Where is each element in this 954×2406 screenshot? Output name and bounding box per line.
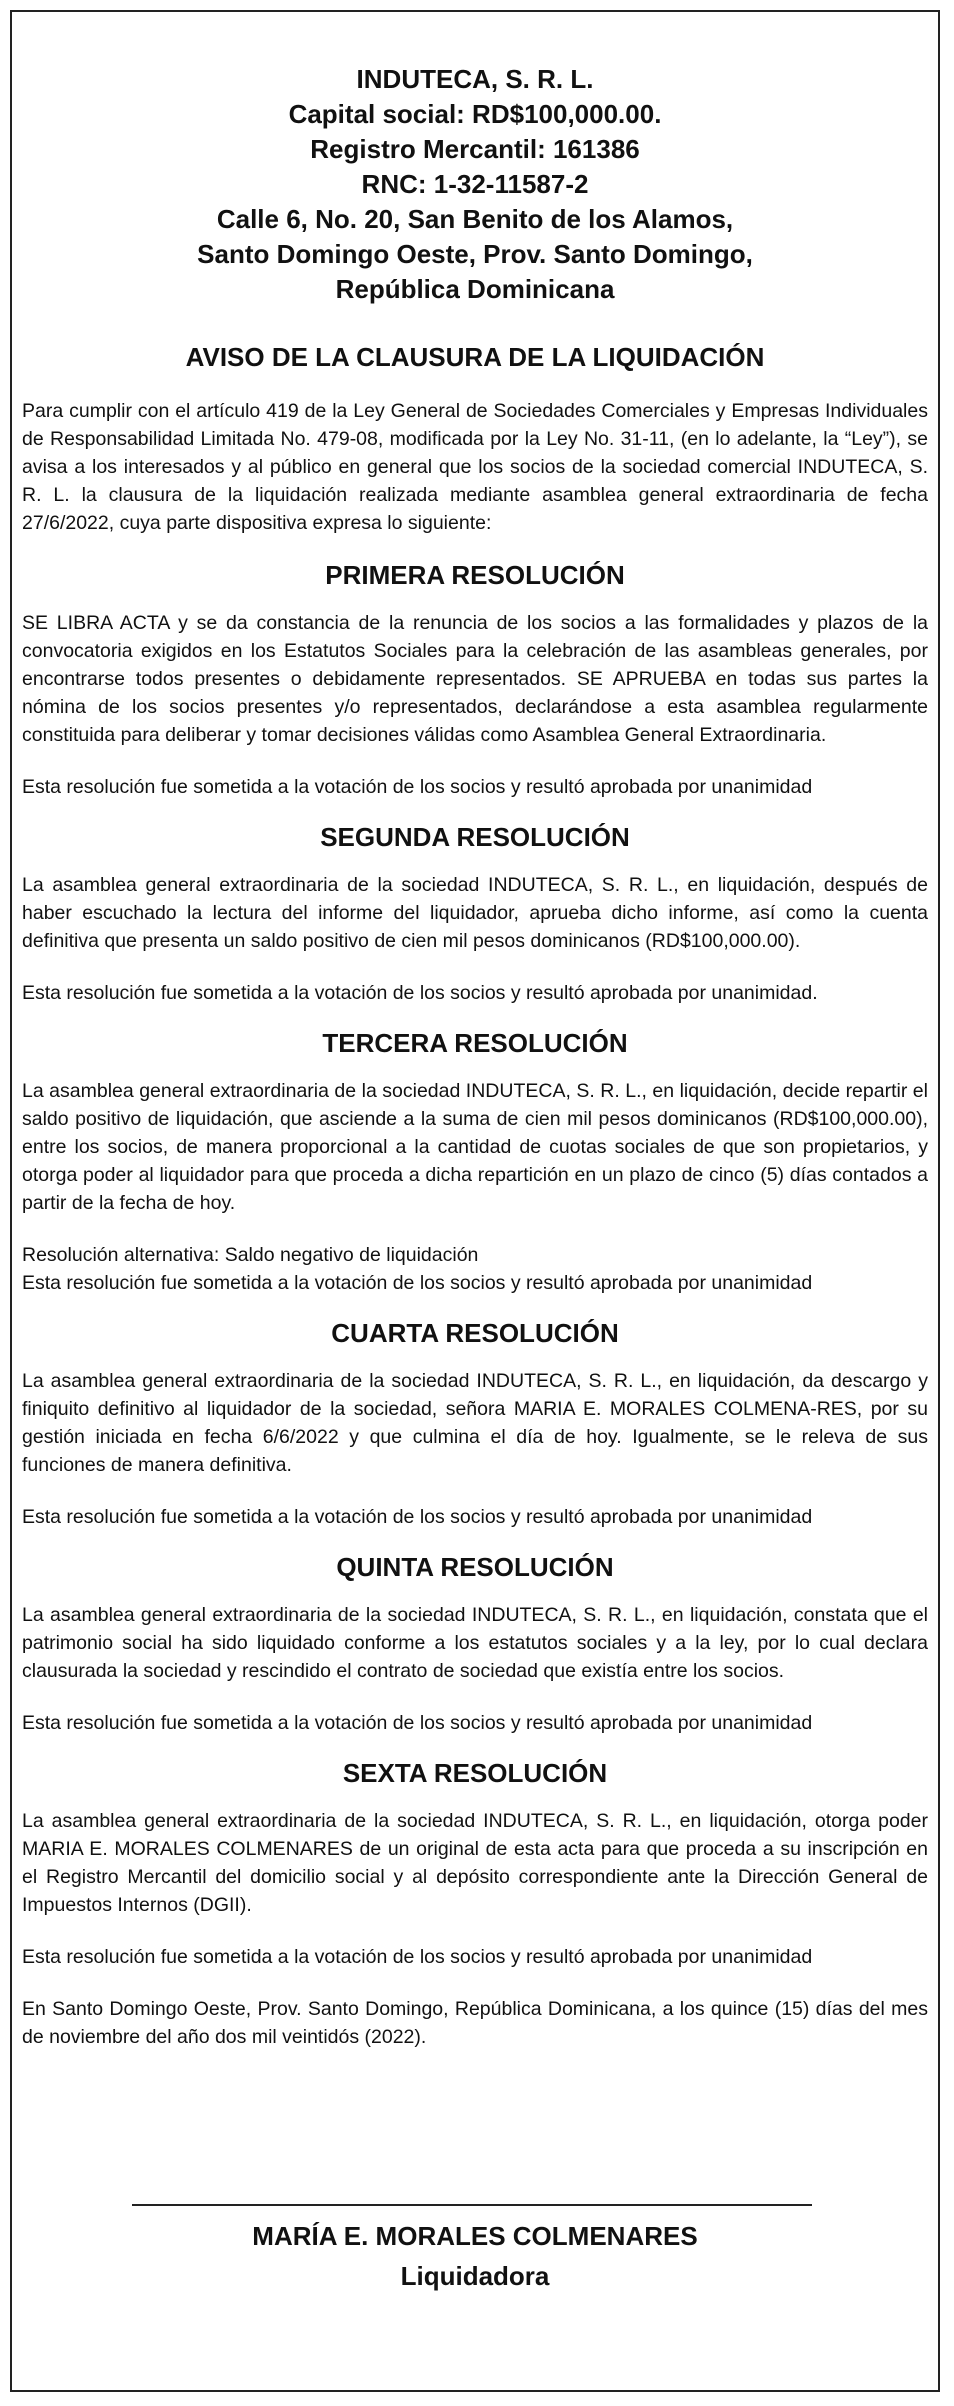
resolution-title: SEGUNDA RESOLUCIÓN	[320, 822, 630, 852]
signatory-name: MARÍA E. MORALES COLMENARES	[252, 2221, 698, 2251]
resolution-title: TERCERA RESOLUCIÓN	[322, 1028, 628, 1058]
resolution-body: SE LIBRA ACTA y se da constancia de la renuncia de los socios a las formalidades y plazos de la convocatoria exigidos en los Estatutos Sociales para la celebración de las asambleas generales, por encontrarse todos presentes o debidamente representados. SE APRUEBA en todas sus partes la nómina de los socios presentes y/o representados, declarándose a esta asamblea regularmente constituida para deliberar y tomar decisiones válidas como Asamblea General Extraordinaria.	[22, 612, 928, 746]
company-address-line-2: Santo Domingo Oeste, Prov. Santo Domingo,	[197, 239, 753, 269]
signature-line	[132, 2204, 812, 2206]
resolution-vote: Esta resolución fue sometida a la votación de los socios y resultó aprobada por unanimidad	[22, 1712, 813, 1734]
resolution-title: CUARTA RESOLUCIÓN	[331, 1318, 619, 1348]
resolution-body: La asamblea general extraordinaria de la sociedad INDUTECA, S. R. L., en liquidación, da descargo y finiquito definitivo al liquidador de la sociedad, señora MARIA E. MORALES COLMENA-RES, por su gestión iniciada en fecha 6/6/2022 y que culmina el día de hoy. Igualmente, se le releva de sus funciones de manera definitiva.	[22, 1370, 928, 1476]
resolution-vote: Esta resolución fue sometida a la votación de los socios y resultó aprobada por unanimidad	[22, 1272, 813, 1294]
intro-paragraph: Para cumplir con el artículo 419 de la Ley General de Sociedades Comerciales y Empresas Individuales de Responsabilidad Limitada No. 479-08, modificada por la Ley No. 31-11, (en lo adelante, la “Ley”), se avisa a los interesados y al público en general que los socios de la sociedad comercial INDUTECA, S. R. L. la clausura de la liquidación realizada mediante asamblea general extraordinaria de fecha 27/6/2022, cuya parte dispositiva expresa lo siguiente:	[22, 400, 928, 534]
resolution-vote: Esta resolución fue sometida a la votación de los socios y resultó aprobada por unanimidad.	[22, 982, 818, 1004]
company-header	[22, 62, 928, 307]
company-capital: Capital social: RD$100,000.00.	[288, 99, 662, 129]
company-name: INDUTECA, S. R. L.	[356, 64, 594, 94]
resolution-body: La asamblea general extraordinaria de la sociedad INDUTECA, S. R. L., en liquidación, decide repartir el saldo positivo de liquidación, que asciende a la suma de cien mil pesos dominicanos (RD$100,000.00), entre los socios, de manera proporcional a la cantidad de cuotas sociales de que son propietarios, y otorga poder al liquidador para que proceda a dicha repartición en un plazo de cinco (5) días contados a partir de la fecha de hoy.	[22, 1080, 928, 1214]
resolution-vote: Esta resolución fue sometida a la votación de los socios y resultó aprobada por unanimidad	[22, 1946, 813, 1968]
resolution-vote: Esta resolución fue sometida a la votación de los socios y resultó aprobada por unanimidad	[22, 776, 813, 798]
signature-block	[12, 2217, 938, 2295]
company-address-line-3: República Dominicana	[335, 274, 615, 304]
resolution-body: La asamblea general extraordinaria de la sociedad INDUTECA, S. R. L., en liquidación, después de haber escuchado la lectura del informe del liquidador, aprueba dicho informe, así como la cuenta definitiva que presenta un saldo positivo de cien mil pesos dominicanos (RD$100,000.00).	[22, 874, 928, 952]
resolution-note: Resolución alternativa: Saldo negativo de liquidación	[22, 1244, 479, 1266]
resolution-title: PRIMERA RESOLUCIÓN	[325, 560, 625, 590]
notice-frame	[10, 10, 940, 2392]
resolution-body: La asamblea general extraordinaria de la sociedad INDUTECA, S. R. L., en liquidación, otorga poder MARIA E. MORALES COLMENARES de un original de esta acta para que proceda a su inscripción en el Registro Mercantil del domicilio social y al depósito correspondiente ante la Dirección General de Impuestos Internos (DGII).	[22, 1810, 928, 1916]
company-address-line-1: Calle 6, No. 20, San Benito de los Alamos,	[216, 204, 734, 234]
company-rnc: RNC: 1-32-11587-2	[361, 169, 589, 199]
closing-paragraph: En Santo Domingo Oeste, Prov. Santo Domingo, República Dominicana, a los quince (15) días del mes de noviembre del año dos mil veintidós (2022).	[22, 1998, 928, 2048]
signatory-role: Liquidadora	[400, 2261, 550, 2291]
notice-title: AVISO DE LA CLAUSURA DE LA LIQUIDACIÓN	[185, 342, 765, 372]
resolution-body: La asamblea general extraordinaria de la sociedad INDUTECA, S. R. L., en liquidación, constata que el patrimonio social ha sido liquidado conforme a los estatutos sociales y a la ley, por lo cual declara clausurada la sociedad y rescindido el contrato de sociedad que existía entre los socios.	[22, 1604, 928, 1682]
resolution-title: QUINTA RESOLUCIÓN	[336, 1552, 614, 1582]
resolution-title: SEXTA RESOLUCIÓN	[342, 1758, 608, 1788]
company-registry: Registro Mercantil: 161386	[310, 134, 640, 164]
resolution-vote: Esta resolución fue sometida a la votación de los socios y resultó aprobada por unanimidad	[22, 1506, 813, 1528]
notice-content	[22, 12, 928, 2051]
